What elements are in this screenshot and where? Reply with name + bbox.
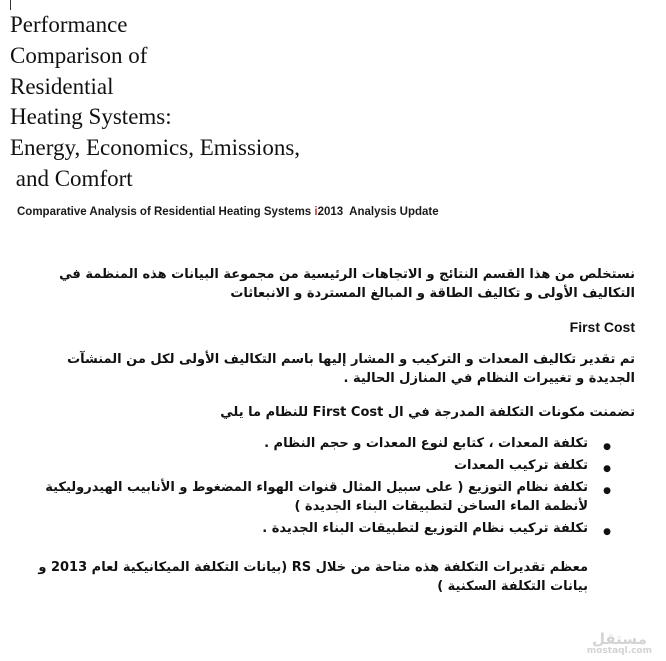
bullet-icon: ● bbox=[603, 464, 611, 474]
spelling-mark: i bbox=[314, 206, 318, 218]
watermark-arabic: مستقل bbox=[592, 630, 647, 648]
list-item bbox=[20, 478, 635, 516]
bullet-icon: ● bbox=[603, 527, 611, 537]
title-line: and Comfort bbox=[10, 165, 133, 191]
title-line: Comparison of bbox=[10, 42, 148, 68]
bullet-icon: ● bbox=[603, 442, 611, 452]
list-item-text: تكلفة تركيب نظام التوزيع لتطبيقات البناء الجديدة . bbox=[262, 521, 588, 536]
list-item bbox=[20, 456, 635, 475]
section-heading: First Cost bbox=[569, 319, 635, 335]
title-line: Heating Systems: bbox=[10, 104, 172, 130]
watermark-url: mostaql.com bbox=[586, 646, 652, 656]
subtitle-text: 2013 Analysis Update bbox=[317, 206, 439, 218]
bullet-icon: ● bbox=[603, 486, 611, 496]
intro-paragraph: نستخلص من هذا القسم النتائج و الاتجاهات الرئيسية من مجموعة البيانات هذه المنظمة في التكاليف الأولى و تكاليف الطاقة و المبالغ المستردة و الانبعاثات bbox=[59, 267, 635, 301]
list-item bbox=[20, 519, 635, 538]
cost-components-list bbox=[20, 434, 635, 538]
list-item bbox=[20, 434, 635, 453]
list-item-text: تكلفة نظام التوزيع ( على سبيل المثال قنوات الهواء المضغوط و الأنابيب الهيدروليكية لأنظمة الماء الساخن لتطبيقات البناء الجديدة ) bbox=[45, 480, 588, 514]
title-line: Performance bbox=[10, 12, 128, 37]
list-item-text: تكلفة المعدات ، كتابع لنوع المعدات و حجم النظام . bbox=[264, 436, 588, 451]
components-paragraph: تضمنت مكونات التكلفة المدرجة في ال First Cost للنظام ما يلي bbox=[220, 405, 635, 420]
text-cursor bbox=[10, 0, 11, 10]
watermark-logo bbox=[586, 630, 652, 657]
first-cost-paragraph: تم تقدير تكاليف المعدات و التركيب و المشار إليها باسم التكاليف الأولى لكل من المنشآت الجديدة و تغييرات النظام في المنازل الحالية . bbox=[67, 352, 635, 386]
estimates-paragraph: معظم تقديرات التكلفة هذه متاحة من خلال RS (بيانات التكلفة الميكانيكية لعام 2013 و بيانات التكلفة السكنية ) bbox=[38, 560, 588, 594]
list-item-text: تكلفة تركيب المعدات bbox=[453, 458, 588, 473]
subtitle-text: Comparative Analysis of Residential Heating Systems bbox=[17, 206, 315, 218]
document-body bbox=[20, 265, 635, 596]
document-title bbox=[10, 10, 300, 195]
document-subtitle bbox=[17, 206, 439, 218]
title-line: Residential bbox=[10, 73, 114, 99]
title-line: Energy, Economics, Emissions, bbox=[10, 135, 301, 161]
